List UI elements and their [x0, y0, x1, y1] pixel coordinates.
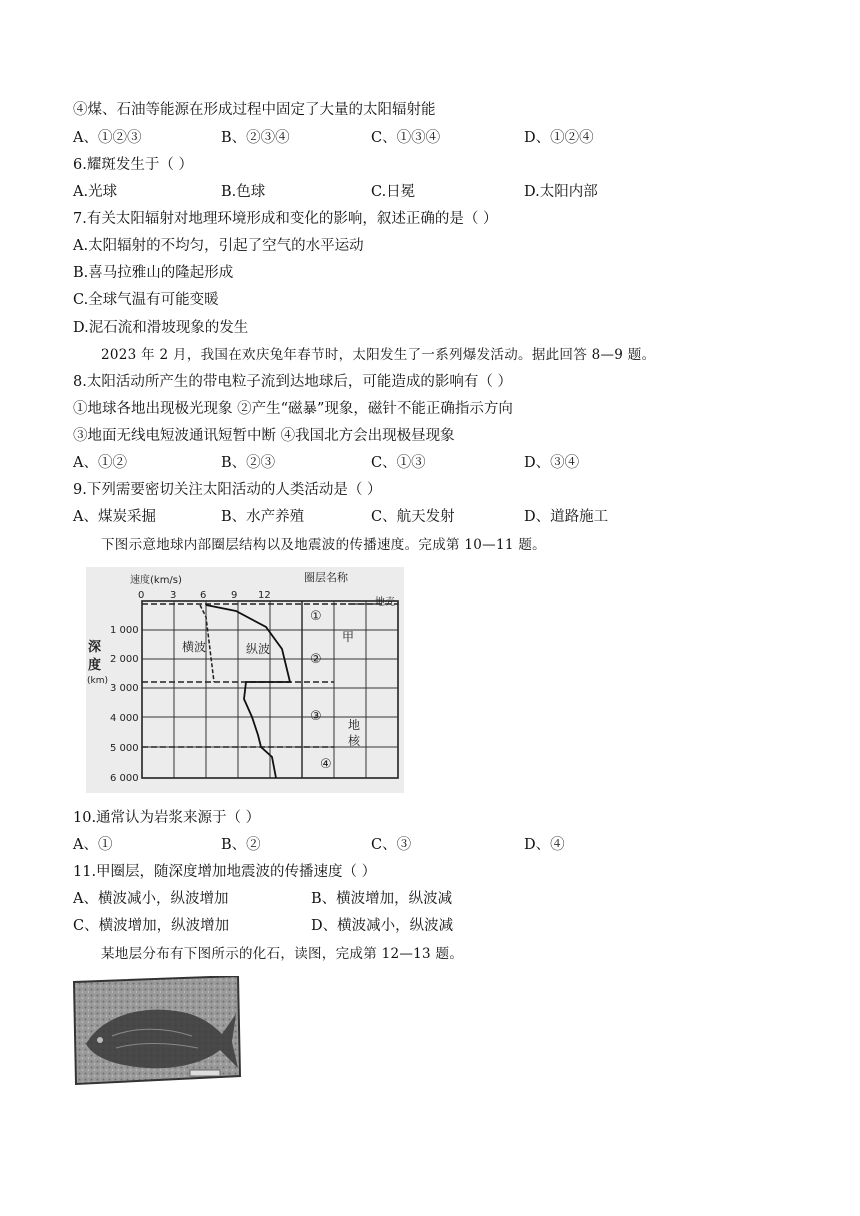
depth-unit: (km): [87, 676, 109, 686]
q9-option-b: B、水产养殖: [221, 509, 305, 525]
passage-8-9: 2023 年 2 月，我国在欢庆兔年春节时，太阳发生了一系列爆发活动。据此回答 8—9 题。: [101, 347, 656, 363]
q9-option-d: D、道路施工: [524, 509, 609, 525]
q8-stem: 8.太阳活动所产生的带电粒子流到达地球后，可能造成的影响有（ ）: [73, 374, 512, 390]
depth-tick-5000: 5 000: [110, 743, 139, 754]
q8-option-a: A、①②: [73, 455, 127, 471]
crust-label: 地壳: [375, 597, 395, 608]
q8-item-line1: ①地球各地出现极光现象 ②产生“磁暴”现象，磁针不能正确指示方向: [73, 401, 513, 417]
q7-option-d: D.泥石流和滑坡现象的发生: [73, 320, 249, 336]
q5-option-b: B、②③④: [221, 130, 290, 146]
depth-tick-2000: 2 000: [110, 654, 139, 665]
core-label-1: 地: [348, 718, 361, 732]
q6-stem: 6.耀斑发生于（ ）: [73, 157, 193, 173]
passage-12-13: 某地层分布有下图所示的化石，读图，完成第 12—13 题。: [101, 946, 464, 962]
q8-option-b: B、②③: [221, 455, 276, 471]
q10-option-a: A、①: [73, 837, 113, 853]
speed-header: 速度(km/s): [130, 575, 182, 586]
fish-fossil-image: [72, 976, 242, 1086]
layer-circle-1: ①: [310, 609, 322, 624]
speed-tick-9: 9: [231, 590, 238, 601]
speed-tick-6: 6: [200, 590, 207, 601]
layer-header: 圈层名称: [304, 571, 348, 584]
q8-option-c: C、①③: [371, 455, 426, 471]
q6-option-a: A.光球: [73, 184, 118, 200]
q9-options: [73, 505, 793, 525]
q9-option-a: A、煤炭采掘: [73, 509, 156, 525]
s-wave-label: 横波: [182, 640, 207, 654]
q6-option-b: B.色球: [221, 184, 266, 200]
fish-fossil-figure: [72, 976, 242, 1086]
depth-tick-1000: 1 000: [110, 625, 139, 636]
q7-option-c: C.全球气温有可能变暖: [73, 292, 219, 308]
q7-option-a: A.太阳辐射的不均匀，引起了空气的水平运动: [73, 238, 364, 254]
layer-jia: 甲: [342, 630, 355, 644]
q5-item4: ④煤、石油等能源在形成过程中固定了大量的太阳辐射能: [73, 102, 436, 118]
q11-stem: 11.甲圈层，随深度增加地震波的传播速度（ ）: [73, 864, 377, 880]
q11-option-a: A、横波减小，纵波增加: [73, 891, 229, 907]
depth-label-2: 度: [88, 658, 102, 673]
passage-10-11: 下图示意地球内部圈层结构以及地震波的传播速度。完成第 10—11 题。: [101, 537, 546, 553]
q10-stem: 10.通常认为岩浆来源于（ ）: [73, 810, 261, 826]
q6-option-c: C.日冕: [371, 184, 416, 200]
depth-label-1: 深: [88, 640, 102, 655]
speed-tick-3: 3: [170, 590, 177, 601]
q11-options-row1: [73, 887, 793, 907]
q11-option-b: B、横波增加，纵波减: [311, 891, 453, 907]
q10-options: [73, 833, 793, 853]
q5-option-d: D、①②④: [524, 130, 594, 146]
depth-tick-3000: 3 000: [110, 683, 139, 694]
depth-tick-4000: 4 000: [110, 713, 139, 724]
q10-option-c: C、③: [371, 837, 412, 853]
q11-option-c: C、横波增加，纵波增加: [73, 918, 230, 934]
q9-option-c: C、航天发射: [371, 509, 455, 525]
q10-option-b: B、②: [221, 837, 261, 853]
core-label-2: 核: [348, 734, 361, 748]
q5-option-a: A、①②③: [73, 130, 142, 146]
layer-circle-4: ④: [320, 757, 332, 772]
q7-option-b: B.喜马拉雅山的隆起形成: [73, 265, 234, 281]
q6-options: [73, 180, 793, 200]
q10-option-d: D、④: [524, 837, 565, 853]
depth-tick-6000: 6 000: [110, 773, 139, 784]
speed-tick-12: 12: [258, 590, 271, 601]
earth-interior-figure: [86, 567, 404, 793]
layer-circle-3: ③: [310, 709, 322, 724]
speed-tick-0: 0: [138, 590, 145, 601]
q8-options: [73, 451, 793, 471]
q5-options: [73, 126, 793, 146]
q8-option-d: D、③④: [524, 455, 580, 471]
q11-option-d: D、横波减小，纵波减: [311, 918, 454, 934]
q7-stem: 7.有关太阳辐射对地理环境形成和变化的影响，叙述正确的是（ ）: [73, 211, 498, 227]
q5-option-c: C、①③④: [371, 130, 441, 146]
p-wave-label: 纵波: [246, 642, 271, 656]
q8-item-line2: ③地面无线电短波通讯短暂中断 ④我国北方会出现极昼现象: [73, 428, 455, 444]
earth-interior-diagram: [86, 567, 404, 793]
q6-option-d: D.太阳内部: [524, 184, 598, 200]
q9-stem: 9.下列需要密切关注太阳活动的人类活动是（ ）: [73, 482, 382, 498]
q11-options-row2: [73, 914, 793, 934]
layer-circle-2: ②: [310, 652, 322, 667]
